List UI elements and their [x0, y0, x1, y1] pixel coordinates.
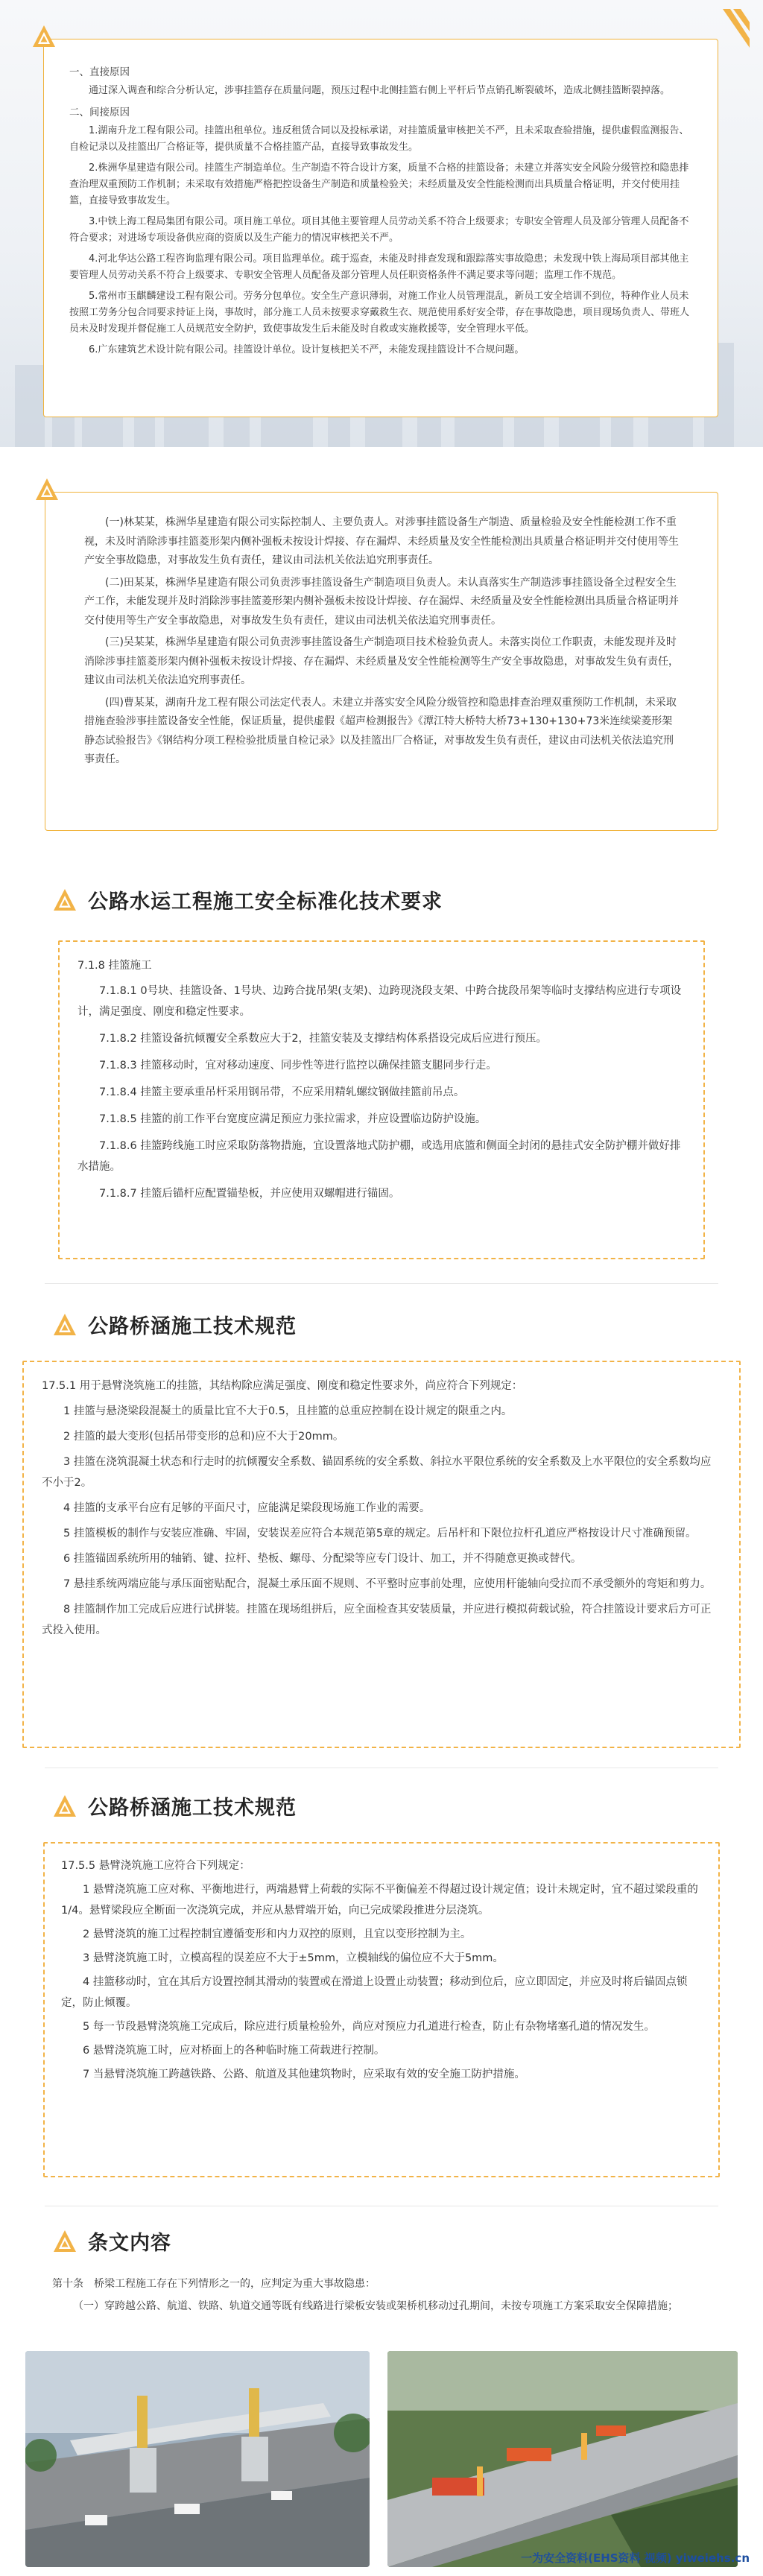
clause-line: 7.1.8.2 挂篮设备抗倾覆安全系数应大于2，挂篮安装及支撑结构体系搭设完成后应进行预压。 — [99, 1033, 548, 1045]
triangle-logo-icon — [31, 24, 57, 49]
watermark-text: 一为安全资料(EHS资料 视频) yiweiehs.cn — [521, 2551, 750, 2565]
indirect-cause-item: 1.湖南升龙工程有限公司。挂篮出租单位。违反租赁合同以及投标承诺，对挂篮质量审核把关不严，且未采取查验措施，提供虚假监测报告、自检记录以及挂篮出厂合格证等，提供质量不合格挂篮产品，直接导致事故发生。 — [69, 125, 689, 153]
section-header-bridge-1 — [52, 1310, 297, 1339]
indirect-cause-item: 4.河北华达公路工程咨询监理有限公司。项目监理单位。疏于巡查，未能及时排查发现和跟踪落实事故隐患；未发现中铁上海局项目部其他主要管理人员劳动关系不符合上级要求、专职安全管理人员配备及部分管理人员任职资格条件不满足要求等问题；监理工作不规范。 — [69, 253, 689, 281]
clause-line: 7.1.8.3 挂篮移动时，宜对移动速度、同步性等进行监控以确保挂篮支腿同步行走。 — [99, 1060, 497, 1072]
section-title: 公路水运工程施工安全标准化技术要求 — [88, 890, 443, 914]
responsible-person-item: (四)曹某某，湖南升龙工程有限公司法定代表人。未建立并落实安全风险分级管控和隐患排查治理双重预防工作机制，未采取措施查验涉事挂篮设备安全性能，保证质量，提供虚假《超声检测报告》《潭江特大桥特大桥73+130+130+73米连续梁菱形架静态试验报告》《钢结构分项工程检验批质量自检记录》以及挂篮出厂合格证，对事故发生负有责任，建议由司法机关依法追究刑事责任。 — [84, 696, 677, 765]
section-divider — [45, 1283, 718, 1284]
clause-line: 2 悬臂浇筑的施工过程控制宜遵循变形和内力双控的原则，且宜以变形控制为主。 — [83, 1928, 472, 1940]
clause-line: 3 悬臂浇筑施工时，立模高程的误差应不大于±5mm，立模轴线的偏位应不大于5mm。 — [83, 1952, 504, 1964]
bridge-construction-photo-right — [387, 2351, 738, 2567]
clause-line: 4 挂篮的支承平台应有足够的平面尺寸，应能满足梁段现场施工作业的需要。 — [63, 1502, 431, 1514]
clause-line: 2 挂篮的最大变形(包括吊带变形的总和)应不大于20mm。 — [63, 1431, 344, 1443]
bridge-clause-box-1 — [22, 1361, 741, 1748]
clause-line: 7.1.8.7 挂篮后锚杆应配置锚垫板，并应使用双螺帽进行锚固。 — [99, 1188, 400, 1200]
bridge-clause-box-2 — [43, 1842, 720, 2177]
indirect-cause-heading: 二、间接原因 — [69, 107, 130, 118]
section-title: 条文内容 — [88, 2232, 171, 2255]
section-header-clause — [52, 2227, 171, 2256]
standard-clause-box — [58, 940, 705, 1259]
clause-line: 6 挂篮锚固系统所用的轴销、键、拉杆、垫板、螺母、分配梁等应专门设计、加工，并不得随意更换或替代。 — [63, 1553, 582, 1565]
clause-line: 7 悬挂系统两端应能与承压面密贴配合，混凝土承压面不规则、不平整时应事前处理，应使用杆能轴向受拉而不承受额外的弯矩和剪力。 — [63, 1578, 712, 1590]
clause-paragraph: （一）穿跨越公路、航道、铁路、轨道交通等既有线路进行梁板安装或架桥机移动过孔期间，未按专项施工方案采取安全保障措施； — [73, 2300, 678, 2312]
clause-line: 4 挂篮移动时，宜在其后方设置控制其滑动的装置或在滑道上设置止动装置；移动到位后，应立即固定，并应及时将后锚固点锁定，防止倾覆。 — [61, 1976, 688, 2009]
triangle-logo-icon — [52, 887, 77, 913]
corner-stripes-decoration — [715, 9, 750, 52]
responsible-person-item: (二)田某某，株洲华星建造有限公司负责涉事挂篮设备生产制造项目负责人。未认真落实生产制造涉事挂篮设备全过程安全生产工作，未能发现并及时消除涉事挂篮菱形架内侧补强板未按设计焊接、存在漏焊、未经质量及安全性能检测出具质量合格证明并交付使用等生产安全事故隐患，对事故发生负有责任，建议由司法机关依法追究刑事责任。 — [84, 576, 679, 627]
triangle-logo-icon — [52, 1794, 77, 1819]
indirect-cause-item: 3.中铁上海工程局集团有限公司。项目施工单位。项目其他主要管理人员劳动关系不符合上级要求；专职安全管理人员及部分管理人员配备不符合要求；对进场专项设备供应商的资质以及生产能力的情况审核把关不严。 — [69, 216, 689, 244]
clause-line: 5 挂篮模板的制作与安装应准确、牢固，安装误差应符合本规范第5章的规定。后吊杆和下限位拉杆孔道应严格按设计尺寸准确预留。 — [63, 1528, 697, 1539]
indirect-cause-item: 6.广东建筑艺术设计院有限公司。挂篮设计单位。设计复核把关不严，未能发现挂篮设计不合规问题。 — [89, 344, 525, 355]
section-header-standard — [52, 885, 443, 914]
clause-line: 1 悬臂浇筑施工应对称、平衡地进行，两端悬臂上荷载的实际不平衡偏差不得超过设计规定值；设计未规定时，宜不超过梁段重的1/4。悬臂梁段应全断面一次浇筑完成，并应从悬臂端开始，向已完成梁段推进分层浇筑。 — [61, 1884, 698, 1917]
direct-cause-text: 通过深入调查和综合分析认定，涉事挂篮存在质量问题，预压过程中北侧挂篮右侧上平杆后节点销孔断裂破坏，造成北侧挂篮断裂掉落。 — [89, 85, 671, 96]
clause-line: 3 挂篮在浇筑混凝土状态和行走时的抗倾覆安全系数、锚固系统的安全系数、斜拉水平限位系统的安全系数及上水平限位的安全系数均应不小于2。 — [42, 1456, 712, 1489]
clause-line: 7.1.8.6 挂篮跨线施工时应采取防落物措施，宜设置落地式防护棚，或选用底篮和侧面全封闭的悬挂式安全防护棚并做好排水措施。 — [77, 1140, 681, 1173]
bridge-construction-photo-left — [25, 2351, 370, 2567]
clause-content — [52, 2273, 715, 2317]
clause-line: 7 当悬臂浇筑施工跨越铁路、公路、航道及其他建筑物时，应采取有效的安全施工防护措施。 — [83, 2069, 525, 2080]
clause-line: 1 挂篮与悬浇梁段混凝土的质量比宜不大于0.5，且挂篮的总重应控制在设计规定的限重之内。 — [63, 1405, 513, 1417]
clause-paragraph: 第十条 桥梁工程施工存在下列情形之一的，应判定为重大事故隐患： — [52, 2278, 376, 2290]
clause-line: 7.1.8 挂篮施工 — [77, 960, 152, 972]
direct-cause-heading: 一、直接原因 — [69, 66, 130, 78]
responsible-person-item: (三)吴某某，株洲华星建造有限公司负责涉事挂篮设备生产制造项目技术检验负责人。未落实岗位工作职责，未能发现并及时消除涉事挂篮菱形架内侧补强板未按设计焊接、存在漏焊、未经质量及安全性能检测等生产安全事故隐患，对事故发生负有责任，建议由司法机关依法追究刑事责任。 — [84, 636, 679, 686]
clause-line: 7.1.8.1 0号块、挂篮设备、1号块、边跨合拢吊架(支架)、边跨现浇段支架、中跨合拢段吊架等临时支撑结构应进行专项设计，满足强度、刚度和稳定性要求。 — [77, 985, 682, 1018]
triangle-logo-icon — [52, 1312, 77, 1338]
clause-line: 7.1.8.5 挂篮的前工作平台宽度应满足预应力张拉需求，并应设置临边防护设施。 — [99, 1113, 487, 1125]
clause-line: 17.5.5 悬臂浇筑施工应符合下列规定： — [61, 1860, 250, 1872]
responsible-person-item: (一)林某某，株洲华星建造有限公司实际控制人、主要负责人。对涉事挂篮设备生产制造、质量检验及安全性能检测工作不重视，未及时消除涉事挂篮菱形架内侧补强板未按设计焊接、存在漏焊、未经质量及安全性能检测出具质量合格证明并交付使用等生产安全事故隐患，对事故发生负有责任，建议由司法机关依法追究刑事责任。 — [84, 516, 679, 566]
clause-line: 5 每一节段悬臂浇筑施工完成后，除应进行质量检验外，尚应对预应力孔道进行检查，防止有杂物堵塞孔道的情况发生。 — [83, 2021, 655, 2033]
triangle-logo-icon — [52, 2229, 77, 2254]
clause-line: 17.5.1 用于悬臂浇筑施工的挂篮，其结构除应满足强度、刚度和稳定性要求外，尚应符合下列规定： — [42, 1380, 523, 1392]
accident-causes-section — [0, 0, 763, 447]
responsibility-card — [45, 492, 718, 831]
clause-line: 6 悬臂浇筑施工时，应对桥面上的各种临时施工荷载进行控制。 — [83, 2045, 385, 2057]
clause-line: 8 挂篮制作加工完成后应进行试拼装。挂篮在现场组拼后，应全面检查其安装质量，并应进行模拟荷载试验，符合挂篮设计要求后方可正式投入使用。 — [42, 1604, 712, 1636]
section-title: 公路桥涵施工技术规范 — [88, 1797, 297, 1820]
indirect-cause-item: 5.常州市玉麒麟建设工程有限公司。劳务分包单位。安全生产意识薄弱，对施工作业人员管理混乱，新员工安全培训不到位，特种作业人员未按照工劳务分包合同要求持证上岗，事故时，部分施工人员未按要求穿戴救生衣、规范使用系好安全带，存在事故隐患，项目现场负责人、带班人员未及时发现并督促施工人员规范安全防护，致使事故发生后未能及时自救或实施救援等，安全管理水平低。 — [69, 291, 690, 335]
indirect-cause-item: 2.株洲华星建造有限公司。挂篮生产制造单位。生产制造不符合设计方案，质量不合格的挂篮设备；未建立并落实安全风险分级管控和隐患排查治理双重预防工作机制；未采取有效措施严格把控设备生产制造和质量检验关；未经质量及安全性能检测而出具质量合格证明，并交付使用挂篮，直接导致事故发生。 — [69, 162, 689, 206]
section-header-bridge-2 — [52, 1791, 297, 1820]
section-title: 公路桥涵施工技术规范 — [88, 1315, 297, 1338]
triangle-logo-icon — [34, 477, 60, 502]
clause-line: 7.1.8.4 挂篮主要承重吊杆采用钢吊带，不应采用精轧螺纹钢做挂篮前吊点。 — [99, 1086, 465, 1098]
accident-causes-card — [43, 39, 718, 417]
